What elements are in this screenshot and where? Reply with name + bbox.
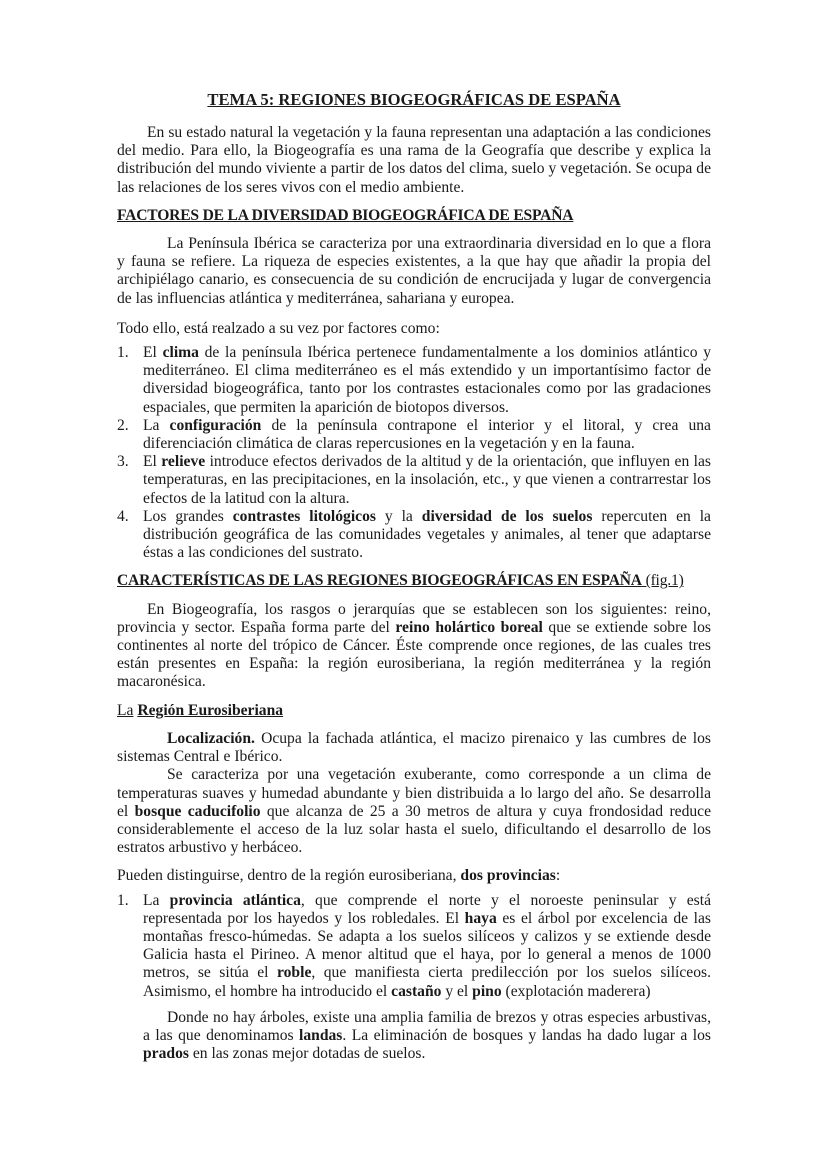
paragraph-text: que alcanza de 25 a 30 metros de altura y cuya frondosidad reduce considerablemente el acceso de la luz solar hasta el suelo, dificultando el desarrollo de los estratos arbustivo y herbáceo. xyxy=(117,802,711,857)
list-number: 1. xyxy=(117,344,129,362)
paragraph-keyword: reino holártico boreal xyxy=(395,618,543,636)
item-text: , que manifiesta cierta predilección por los suelos silíceos. Asimismo, el hombre ha introducido el xyxy=(143,964,711,1000)
provincias-paragraph xyxy=(117,867,711,885)
vegetacion-paragraph xyxy=(117,766,711,857)
paragraph-text: : xyxy=(555,867,561,885)
provincias-list xyxy=(117,892,711,1001)
paragraph-text: En Biogeografía, los rasgos o jerarquías que se establecen son los siguientes: reino, provincia y sector. España forma parte del xyxy=(117,600,711,636)
paragraph-text: Donde no hay árboles, existe una amplia familia de brezos y otras especies arbustivas, a las que denominamos xyxy=(143,1008,711,1044)
item-text: es el árbol por excelencia de las montañas fresco-húmedas. Se adapta a los suelos silíceos y calizos y se extiende desde Galicia hasta el Pirineo. A menor altitud que el haya, por lo general a menos de 1000 metros, se sitúa el xyxy=(143,909,711,982)
list-number: 3. xyxy=(117,453,129,471)
localizacion-label: Localización. xyxy=(167,729,255,747)
subsection-heading-prefix: La xyxy=(117,701,134,719)
factores-list xyxy=(117,344,711,562)
item-keyword: relieve xyxy=(161,453,206,471)
item-text: de la península contrapone el interior y el litoral, y crea una diferenciación climática de claras repercusiones en la vegetación y en la fauna. xyxy=(143,416,711,453)
item-text: y la xyxy=(375,507,422,525)
localizacion-paragraph xyxy=(117,730,711,766)
section-heading-text: CARACTERÍSTICAS DE LAS REGIONES BIOGEOGRÁFICAS EN ESPAÑA xyxy=(117,572,642,590)
item-text: (explotación maderera) xyxy=(501,982,651,1000)
item-text: El xyxy=(143,344,163,362)
list-item xyxy=(117,508,711,563)
paragraph-text: Pueden distinguirse, dentro de la región eurosiberiana, xyxy=(117,867,461,885)
section-heading-factores: FACTORES DE LA DIVERSIDAD BIOGEOGRÁFICA DE ESPAÑA xyxy=(117,206,574,224)
item-text: , que comprende el norte y el noroeste peninsular y está representada por los hayedos y los robledales. El xyxy=(143,891,711,927)
item-text: introduce efectos derivados de la altitud y de la orientación, que influyen en las temperaturas, en las precipitaciones, en la insolación, etc., y que vienen a contrarrestar los efectos de la latitud con la altura. xyxy=(143,453,711,507)
list-item xyxy=(117,892,711,1001)
item-keyword: castaño xyxy=(391,982,442,1000)
item-text: y el xyxy=(441,982,473,1000)
paragraph-keyword: dos provincias xyxy=(460,867,556,885)
subsection-heading-eurosiberiana xyxy=(117,702,711,720)
list-number: 2. xyxy=(117,416,129,434)
list-item xyxy=(117,453,711,508)
list-item xyxy=(117,344,711,417)
item-keyword: diversidad de los suelos xyxy=(421,507,593,525)
list-number: 4. xyxy=(117,507,129,525)
item-keyword: haya xyxy=(464,909,497,927)
item-text: repercuten en la distribución geográfica de las comunidades vegetales y animales, al tener que adaptarse éstas a las condiciones del sustrato. xyxy=(143,507,711,562)
page-title: TEMA 5: REGIONES BIOGEOGRÁFICAS DE ESPAÑA xyxy=(207,90,621,109)
paragraph-text: Ocupa la fachada atlántica, el macizo pirenaico y las cumbres de los sistemas Central e Ibérico. xyxy=(117,729,711,766)
paragraph-text: Se caracteriza por una vegetación exuberante, como corresponde a un clima de temperaturas suaves y humedad abundante y bien distribuida a lo largo del año. Se desarrolla el xyxy=(117,766,711,820)
item-text: La xyxy=(143,416,170,434)
paragraph-keyword: landas xyxy=(299,1026,343,1044)
list-item xyxy=(117,417,711,453)
item-keyword: provincia atlántica xyxy=(169,891,301,909)
paragraph-text: . La eliminación de bosques y landas ha dado lugar a los xyxy=(342,1026,711,1044)
section-heading-caracteristicas xyxy=(117,572,711,590)
landas-paragraph xyxy=(117,1009,711,1064)
item-text: de la península Ibérica pertenece fundamentalmente a los dominios atlántico y mediterráneo. El clima mediterráneo es el más extendido y un importantísimo factor de diversidad biogeográfica, tanto por los contrastes estacionales como por las gradaciones espaciales, que permiten la aparición de biotopos diversos. xyxy=(143,344,711,416)
list-number: 1. xyxy=(117,891,129,909)
item-text: Los grandes xyxy=(143,507,233,525)
caracteristicas-paragraph xyxy=(117,601,711,692)
paragraph-keyword: prados xyxy=(143,1045,189,1063)
item-keyword: clima xyxy=(162,344,199,362)
factores-paragraph-1: La Península Ibérica se caracteriza por una extraordinaria diversidad en lo que a flora y fauna se refiere. La riqueza de especies existentes, a la que hay que añadir la propia del archipiélago canario, es consecuencia de su condición de encrucijada y lugar de convergencia de las influencias atlántica y mediterránea, sahariana y europea. xyxy=(117,235,711,307)
item-text: El xyxy=(143,453,162,471)
paragraph-text: en las zonas mejor dotadas de suelos. xyxy=(188,1045,426,1063)
intro-paragraph: En su estado natural la vegetación y la fauna representan una adaptación a las condiciones del medio. Para ello, la Biogeografía es una rama de la Geografía que describe y explica la distribución del mundo viviente a partir de los datos del clima, suelo y vegetación. Se ocupa de las relaciones de los seres vivos con el medio ambiente. xyxy=(117,124,711,196)
figure-reference: (fig.1) xyxy=(641,572,684,590)
subsection-heading-title: Región Eurosiberiana xyxy=(137,701,284,719)
document-body xyxy=(117,90,711,1063)
paragraph-keyword: bosque caducifolio xyxy=(134,802,261,820)
factores-paragraph-2: Todo ello, está realzado a su vez por factores como: xyxy=(117,319,440,337)
item-keyword: pino xyxy=(472,982,502,1000)
item-keyword: roble xyxy=(277,964,312,982)
paragraph-text: que se extiende sobre los continentes al norte del trópico de Cáncer. Éste comprende once regiones, de las cuales tres están presentes en España: la región eurosiberiana, la región mediterránea y la región macaronésica. xyxy=(117,618,711,691)
item-text: La xyxy=(143,891,170,909)
item-keyword: configuración xyxy=(169,416,262,434)
item-keyword: contrastes litológicos xyxy=(232,507,376,525)
